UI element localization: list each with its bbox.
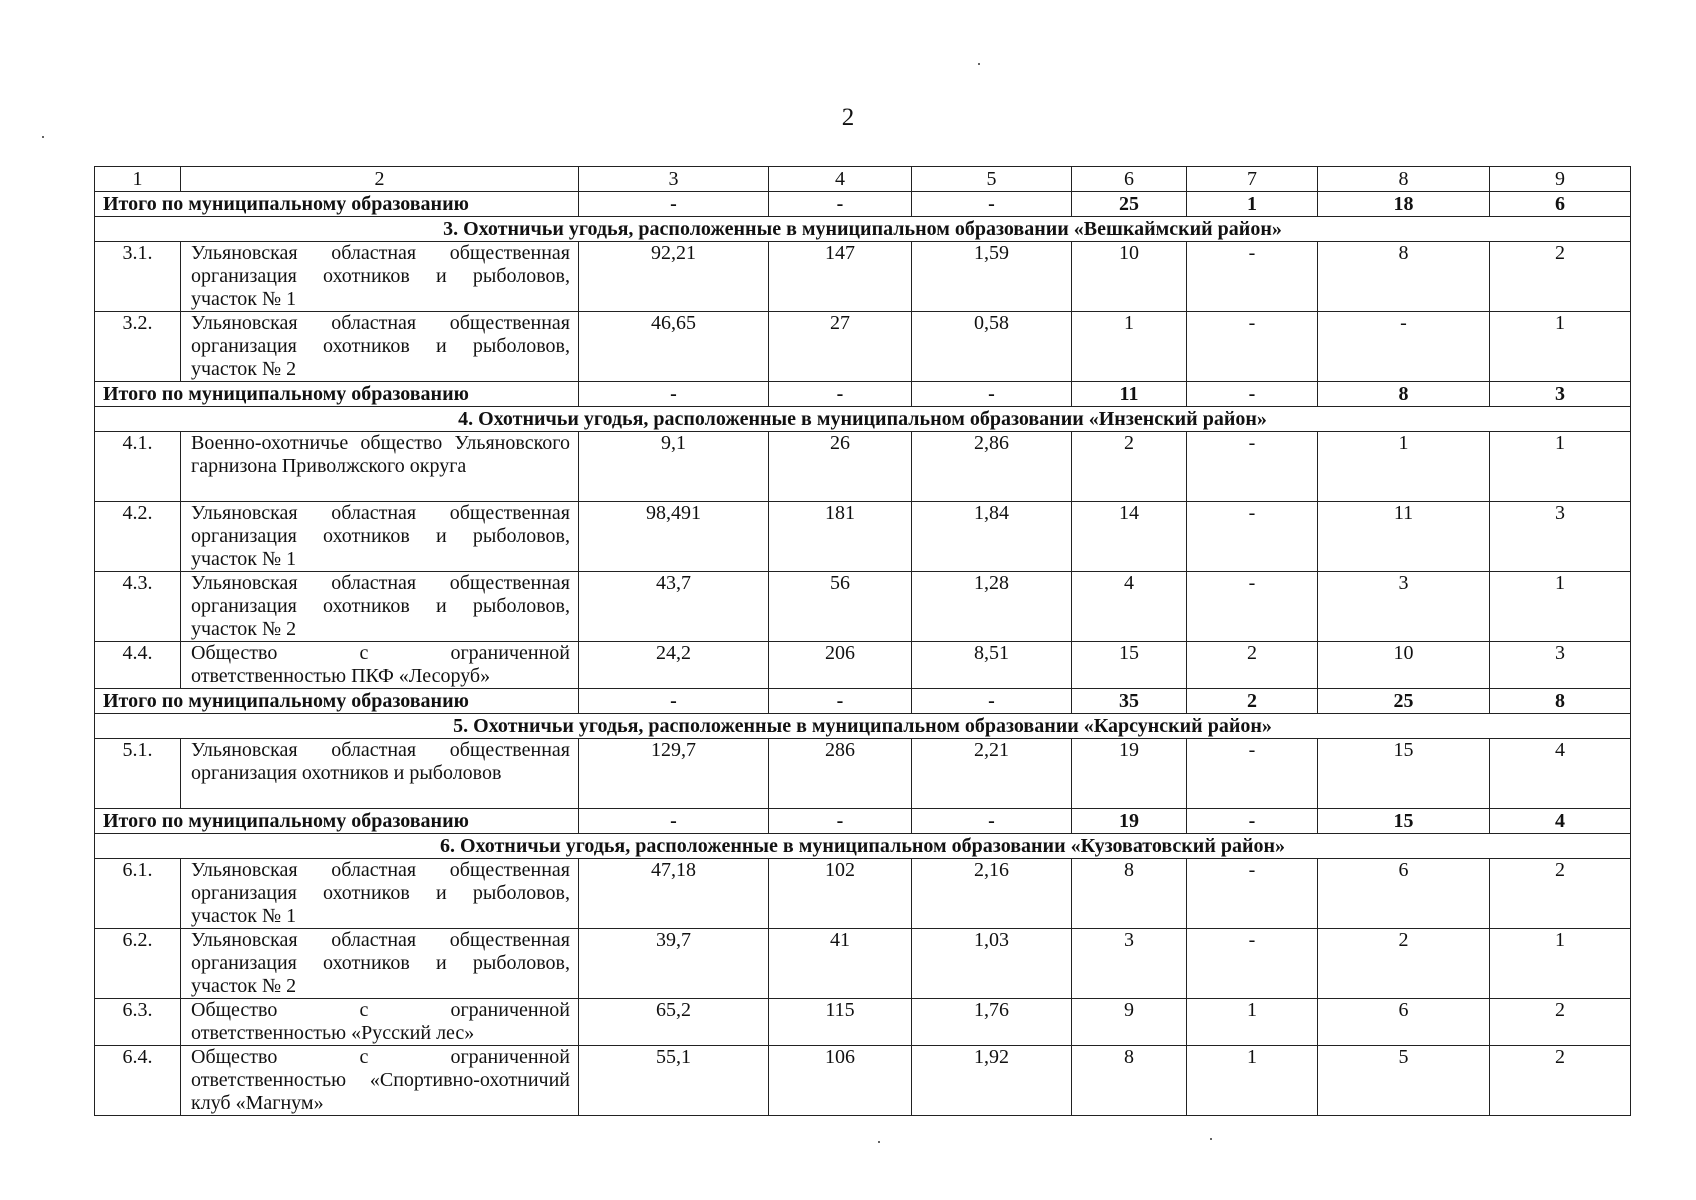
cell-value: 14 (1072, 502, 1187, 572)
subtotal-row (95, 809, 1631, 834)
cell-value: 1,03 (912, 929, 1072, 999)
cell-value: 181 (769, 502, 912, 572)
cell-value: 286 (769, 739, 912, 809)
row-number: 6.2. (95, 929, 181, 999)
subtotal-value: 35 (1072, 689, 1187, 714)
subtotal-value: - (1187, 382, 1318, 407)
cell-value: 10 (1072, 242, 1187, 312)
cell-value: 11 (1318, 502, 1490, 572)
table-row (95, 572, 1631, 642)
cell-value: 2 (1318, 929, 1490, 999)
cell-value: 10 (1318, 642, 1490, 689)
column-number: 5 (912, 167, 1072, 192)
row-number: 3.2. (95, 312, 181, 382)
cell-value: 6 (1318, 999, 1490, 1046)
subtotal-value: 18 (1318, 192, 1490, 217)
cell-value: 5 (1318, 1046, 1490, 1116)
row-number: 6.1. (95, 859, 181, 929)
section-heading: 6. Охотничьи угодья, расположенные в муниципальном образовании «Кузоватовский район» (95, 834, 1631, 859)
cell-value: 1 (1187, 1046, 1318, 1116)
subtotal-value: 25 (1072, 192, 1187, 217)
cell-value: 3 (1318, 572, 1490, 642)
column-number: 1 (95, 167, 181, 192)
column-number: 8 (1318, 167, 1490, 192)
table-row (95, 859, 1631, 929)
column-number: 6 (1072, 167, 1187, 192)
subtotal-value: 15 (1318, 809, 1490, 834)
hunting-grounds-table (94, 166, 1631, 1116)
scan-speck (978, 63, 980, 65)
column-number: 3 (579, 167, 769, 192)
organization-name: Ульяновская областная общественная организация охотников и рыболовов, участок № 1 (181, 502, 579, 572)
organization-name: Ульяновская областная общественная организация охотников и рыболовов, участок № 1 (181, 242, 579, 312)
cell-value: 98,491 (579, 502, 769, 572)
cell-value: 2 (1490, 1046, 1631, 1116)
cell-value: 2 (1187, 642, 1318, 689)
cell-value: 1,28 (912, 572, 1072, 642)
cell-value: 2,86 (912, 432, 1072, 502)
cell-value: 56 (769, 572, 912, 642)
row-number: 4.2. (95, 502, 181, 572)
cell-value: 92,21 (579, 242, 769, 312)
cell-value: 55,1 (579, 1046, 769, 1116)
table-row (95, 1046, 1631, 1116)
organization-name: Ульяновская областная общественная организация охотников и рыболовов, участок № 2 (181, 312, 579, 382)
cell-value: 2 (1490, 242, 1631, 312)
organization-name: Ульяновская областная общественная организация охотников и рыболовов, участок № 2 (181, 572, 579, 642)
cell-value: 4 (1072, 572, 1187, 642)
cell-value: - (1187, 929, 1318, 999)
cell-value: 1 (1490, 929, 1631, 999)
cell-value: 2 (1490, 859, 1631, 929)
subtotal-label: Итого по муниципальному образованию (95, 192, 579, 217)
column-number: 9 (1490, 167, 1631, 192)
table-row (95, 929, 1631, 999)
cell-value: 106 (769, 1046, 912, 1116)
cell-value: 1 (1490, 432, 1631, 502)
subtotal-value: - (769, 192, 912, 217)
table-row (95, 739, 1631, 809)
subtotal-value: - (579, 689, 769, 714)
subtotal-label: Итого по муниципальному образованию (95, 689, 579, 714)
cell-value: 2 (1072, 432, 1187, 502)
subtotal-value: 2 (1187, 689, 1318, 714)
cell-value: 27 (769, 312, 912, 382)
subtotal-value: 8 (1490, 689, 1631, 714)
subtotal-value: - (1187, 809, 1318, 834)
cell-value: 46,65 (579, 312, 769, 382)
cell-value: - (1187, 432, 1318, 502)
cell-value: 3 (1072, 929, 1187, 999)
column-number-row (95, 167, 1631, 192)
cell-value: 1 (1490, 312, 1631, 382)
cell-value: 8,51 (912, 642, 1072, 689)
cell-value: 2,16 (912, 859, 1072, 929)
section-heading: 4. Охотничьи угодья, расположенные в муниципальном образовании «Инзенский район» (95, 407, 1631, 432)
cell-value: 2 (1490, 999, 1631, 1046)
section-heading-row (95, 407, 1631, 432)
subtotal-label: Итого по муниципальному образованию (95, 809, 579, 834)
organization-name: Ульяновская областная общественная организация охотников и рыболовов, участок № 1 (181, 859, 579, 929)
cell-value: 3 (1490, 502, 1631, 572)
cell-value: 6 (1318, 859, 1490, 929)
subtotal-label: Итого по муниципальному образованию (95, 382, 579, 407)
table-body (95, 167, 1631, 1116)
subtotal-value: - (912, 689, 1072, 714)
scan-speck (42, 136, 44, 138)
organization-name: Военно-охотничье общество Ульяновского гарнизона Приволжского округа (181, 432, 579, 502)
organization-name: Общество с ограниченной ответственностью ПКФ «Лесоруб» (181, 642, 579, 689)
cell-value: 129,7 (579, 739, 769, 809)
organization-name: Ульяновская областная общественная организация охотников и рыболовов (181, 739, 579, 809)
cell-value: 8 (1072, 1046, 1187, 1116)
cell-value: 147 (769, 242, 912, 312)
cell-value: - (1187, 739, 1318, 809)
cell-value: 41 (769, 929, 912, 999)
cell-value: - (1187, 312, 1318, 382)
table-row (95, 242, 1631, 312)
row-number: 4.4. (95, 642, 181, 689)
row-number: 6.3. (95, 999, 181, 1046)
cell-value: 8 (1072, 859, 1187, 929)
cell-value: 8 (1318, 242, 1490, 312)
organization-name: Общество с ограниченной ответственностью «Спортивно-охотничий клуб «Магнум» (181, 1046, 579, 1116)
subtotal-value: - (579, 809, 769, 834)
column-number: 2 (181, 167, 579, 192)
section-heading: 5. Охотничьи угодья, расположенные в муниципальном образовании «Карсунский район» (95, 714, 1631, 739)
cell-value: 2,21 (912, 739, 1072, 809)
section-heading: 3. Охотничьи угодья, расположенные в муниципальном образовании «Вешкаймский район» (95, 217, 1631, 242)
row-number: 6.4. (95, 1046, 181, 1116)
cell-value: 9,1 (579, 432, 769, 502)
subtotal-value: - (579, 192, 769, 217)
cell-value: 1,59 (912, 242, 1072, 312)
subtotal-value: - (912, 382, 1072, 407)
cell-value: 65,2 (579, 999, 769, 1046)
cell-value: 43,7 (579, 572, 769, 642)
cell-value: 1 (1490, 572, 1631, 642)
cell-value: - (1187, 859, 1318, 929)
cell-value: 15 (1072, 642, 1187, 689)
organization-name: Общество с ограниченной ответственностью «Русский лес» (181, 999, 579, 1046)
section-heading-row (95, 834, 1631, 859)
table-row (95, 999, 1631, 1046)
subtotal-value: - (912, 192, 1072, 217)
subtotal-value: 1 (1187, 192, 1318, 217)
cell-value: 0,58 (912, 312, 1072, 382)
subtotal-value: - (769, 809, 912, 834)
subtotal-value: 3 (1490, 382, 1631, 407)
cell-value: 102 (769, 859, 912, 929)
cell-value: 47,18 (579, 859, 769, 929)
cell-value: - (1187, 502, 1318, 572)
cell-value: 115 (769, 999, 912, 1046)
cell-value: 24,2 (579, 642, 769, 689)
subtotal-value: 4 (1490, 809, 1631, 834)
row-number: 4.1. (95, 432, 181, 502)
table-row (95, 312, 1631, 382)
cell-value: 1,92 (912, 1046, 1072, 1116)
organization-name: Ульяновская областная общественная организация охотников и рыболовов, участок № 2 (181, 929, 579, 999)
cell-value: 19 (1072, 739, 1187, 809)
table-row (95, 642, 1631, 689)
table-row (95, 502, 1631, 572)
cell-value: - (1318, 312, 1490, 382)
cell-value: 15 (1318, 739, 1490, 809)
row-number: 4.3. (95, 572, 181, 642)
cell-value: 4 (1490, 739, 1631, 809)
section-heading-row (95, 217, 1631, 242)
cell-value: 1 (1187, 999, 1318, 1046)
cell-value: 206 (769, 642, 912, 689)
subtotal-value: - (579, 382, 769, 407)
row-number: 5.1. (95, 739, 181, 809)
cell-value: 1,84 (912, 502, 1072, 572)
subtotal-row (95, 192, 1631, 217)
cell-value: - (1187, 572, 1318, 642)
subtotal-row (95, 382, 1631, 407)
subtotal-value: 8 (1318, 382, 1490, 407)
subtotal-value: - (769, 689, 912, 714)
subtotal-value: - (769, 382, 912, 407)
subtotal-value: 6 (1490, 192, 1631, 217)
subtotal-value: 19 (1072, 809, 1187, 834)
cell-value: 3 (1490, 642, 1631, 689)
subtotal-value: 25 (1318, 689, 1490, 714)
page-number: 2 (841, 104, 855, 131)
row-number: 3.1. (95, 242, 181, 312)
cell-value: 1,76 (912, 999, 1072, 1046)
cell-value: 39,7 (579, 929, 769, 999)
cell-value: 1 (1072, 312, 1187, 382)
table-row (95, 432, 1631, 502)
scan-speck (1210, 1138, 1212, 1140)
column-number: 4 (769, 167, 912, 192)
subtotal-row (95, 689, 1631, 714)
scan-speck (878, 1141, 880, 1143)
cell-value: 1 (1318, 432, 1490, 502)
cell-value: 26 (769, 432, 912, 502)
column-number: 7 (1187, 167, 1318, 192)
section-heading-row (95, 714, 1631, 739)
cell-value: 9 (1072, 999, 1187, 1046)
cell-value: - (1187, 242, 1318, 312)
subtotal-value: 11 (1072, 382, 1187, 407)
subtotal-value: - (912, 809, 1072, 834)
